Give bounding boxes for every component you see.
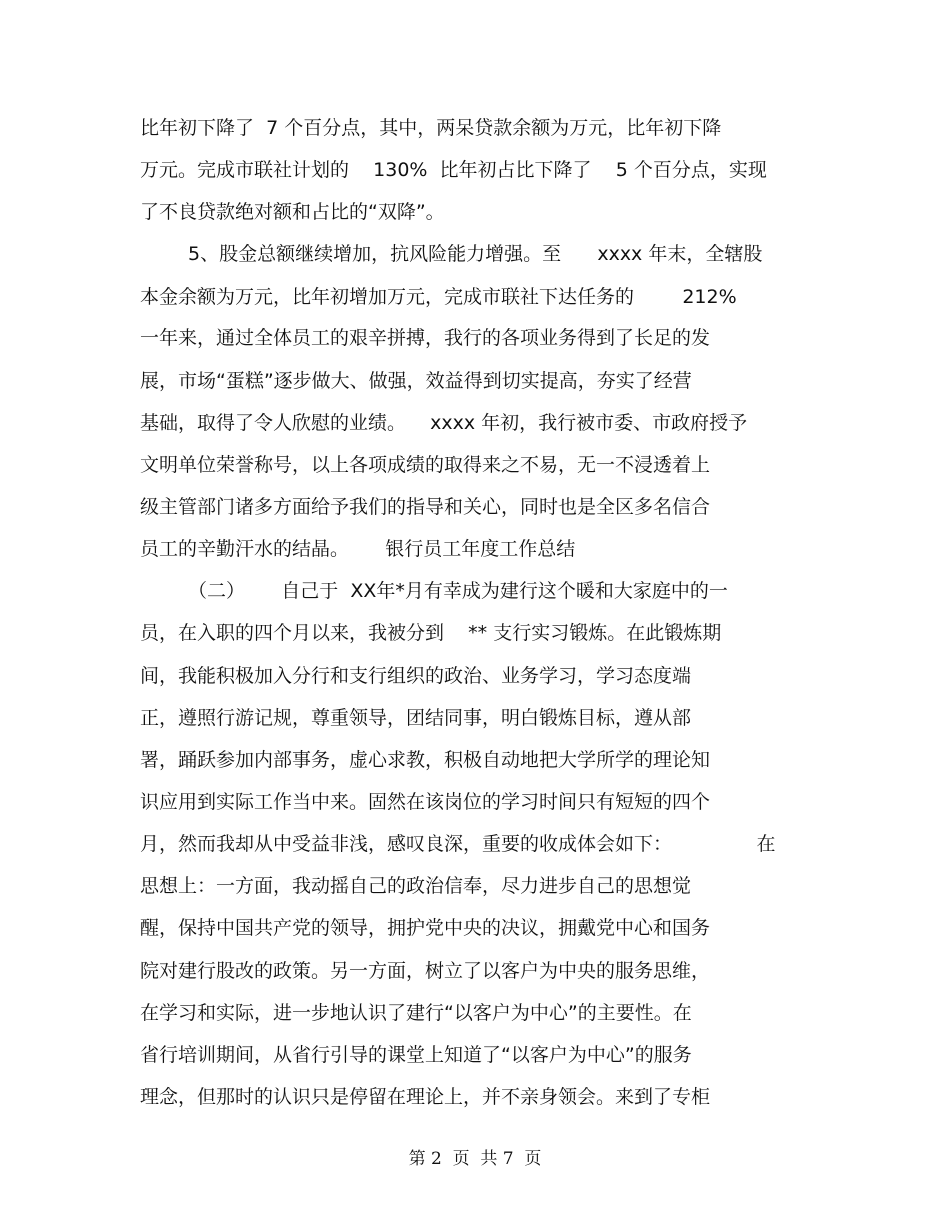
text-line: 万元。完成市联社计划的 130% 比年初占比下降了 5 个百分点，实现	[140, 159, 767, 181]
text-line: 员，在入职的四个月以来，我被分到 ** 支行实习锻炼。在此锻炼期	[140, 622, 722, 644]
text-line: 展，市场“蛋糕”逐步做大、做强，效益得到切实提高，夯实了经营	[140, 370, 692, 392]
text-line: 5、股金总额继续增加，抗风险能力增强。至 xxxx 年末，全辖股	[188, 243, 763, 265]
text-line: 本金余额为万元，比年初增加万元，完成市联社下达任务的 212%	[140, 286, 737, 308]
text-line: 理念，但那时的认识只是停留在理论上，并不亲身领会。来到了专柜	[140, 1086, 711, 1108]
text-line: 署，踊跃参加内部事务，虚心求教，积极自动地把大学所学的理论知	[140, 749, 711, 771]
text-line: 识应用到实际工作当中来。固然在该岗位的学习时间只有短短的四个	[140, 791, 711, 813]
text-line: 级主管部门诸多方面给予我们的指导和关心，同时也是全区多名信合	[140, 496, 711, 518]
text-line: 文明单位荣誉称号，以上各项成绩的取得来之不易，无一不浸透着上	[140, 454, 711, 476]
text-line: 基础，取得了令人欣慰的业绩。 xxxx 年初，我行被市委、市政府授予	[140, 412, 748, 434]
text-line: 一年来，通过全体员工的艰辛拼搏，我行的各项业务得到了长足的发	[140, 327, 711, 349]
text-line: 月，然而我却从中受益非浅，感叹良深，重要的收成体会如下： 在	[140, 833, 776, 855]
text-line: 比年初下降了 7 个百分点，其中，两呆贷款余额为万元，比年初下降	[140, 117, 722, 139]
text-line: 院对建行股改的政策。另一方面，树立了以客户为中央的服务思维，	[140, 960, 711, 982]
page-number-footer: 第 2 页 共 7 页	[408, 1149, 542, 1169]
text-line: 在学习和实际，进一步地认识了建行“以客户为中心”的主要性。在	[140, 1002, 692, 1024]
text-line: 省行培训期间，从省行引导的课堂上知道了“以客户为中心”的服务	[140, 1044, 692, 1066]
text-line: 间，我能积极加入分行和支行组织的政治、业务学习，学习态度端	[140, 665, 692, 687]
text-line: （二） 自己于 XX年*月有幸成为建行这个暖和大家庭中的一	[188, 580, 728, 602]
text-line: 醒，保持中国共产党的领导，拥护党中央的决议，拥戴党中心和国务	[140, 917, 711, 939]
text-line: 思想上：一方面，我动摇自己的政治信奉，尽力进步自己的思想觉	[140, 875, 692, 897]
text-line: 了不良贷款绝对额和占比的“双降”。	[140, 201, 445, 223]
text-line: 员工的辛勤汗水的结晶。 银行员工年度工作总结	[140, 538, 576, 560]
text-line: 正，遵照行游记规，尊重领导，团结同事，明白锻炼目标，遵从部	[140, 707, 692, 729]
